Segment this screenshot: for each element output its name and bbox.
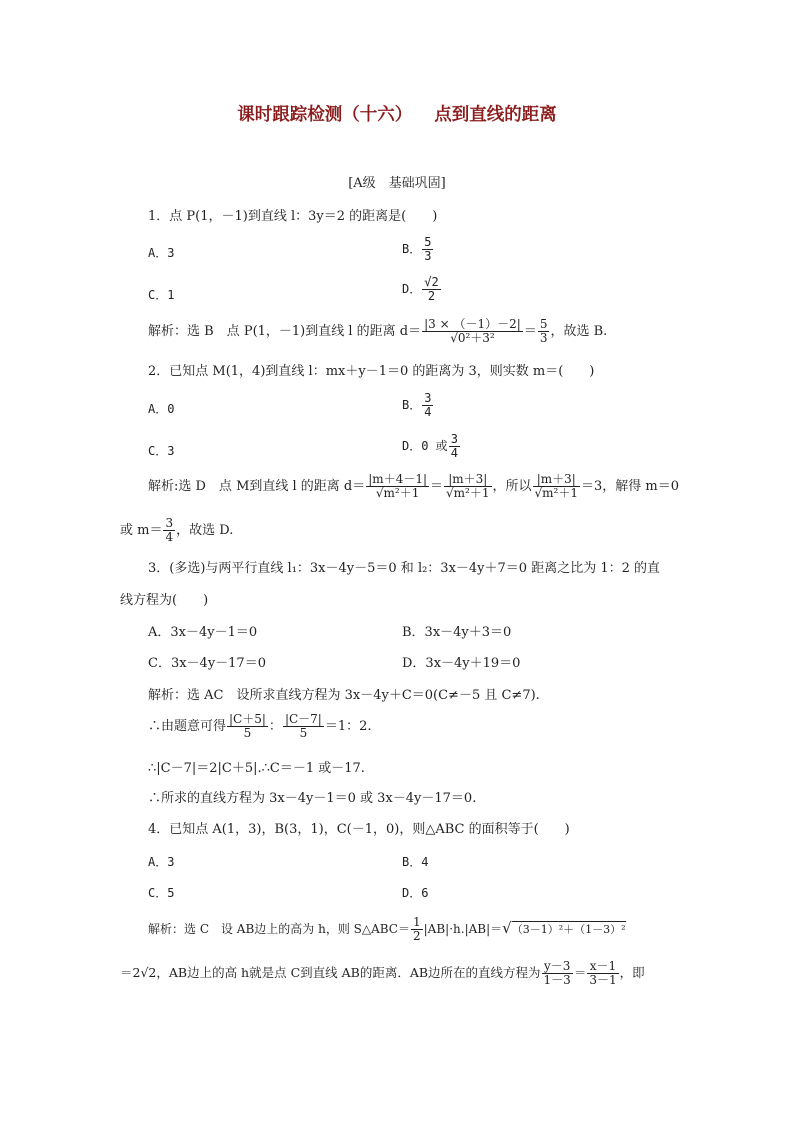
fraction-numerator: |C＋5| (229, 712, 266, 726)
q4-solution-mid: |AB|·h.|AB|＝ (423, 922, 503, 937)
q2-option-c: C．3 (148, 444, 175, 458)
q2-option-b (402, 392, 434, 419)
fraction-denominator: 4 (165, 530, 174, 545)
q3-option-b: B．3x－4y＋3＝0 (402, 625, 512, 640)
fraction-denominator: √m²＋1 (375, 486, 420, 501)
equals-sign: ＝ (523, 324, 537, 340)
q2-solution-mid: ，所以 (492, 479, 532, 495)
fraction-numerator: |m＋4－1| (368, 472, 428, 486)
q1-option-b (402, 236, 434, 263)
ratio-colon: ： (268, 719, 282, 735)
q4-solution-line2 (120, 960, 645, 987)
fraction-numerator: 5 (424, 235, 432, 249)
q3-solution-line4: ∴所求的直线方程为 3x－4y－1＝0 或 3x－4y－17＝0. (148, 791, 477, 806)
q3-solution-fraction-1 (227, 713, 268, 740)
q4-solution-sqrt: （3－1）²＋（1－3）² (511, 923, 626, 937)
fraction-numerator: 3 (450, 432, 458, 446)
q1-option-b-label: B． (402, 242, 422, 257)
q4-option-b: B．4 (402, 855, 429, 869)
fraction-numerator: 3 (165, 516, 174, 530)
fraction-denominator: √m²＋1 (446, 486, 490, 501)
q1-solution (148, 318, 607, 345)
q1-option-d-fraction (422, 276, 440, 303)
q3-option-a: A．3x－4y－1＝0 (148, 625, 258, 640)
q2-solution-fraction-1 (366, 473, 429, 500)
q2-option-d-fraction (449, 433, 460, 460)
q1-option-a: A．3 (148, 246, 175, 260)
q2-option-a: A．0 (148, 402, 175, 416)
q2-solution-fraction-2 (444, 473, 491, 500)
fraction-denominator: 3 (539, 331, 548, 346)
q1-option-c: C．1 (148, 288, 175, 302)
q2-solution-text: 解析:选 D 点 M到直线 l 的距离 d＝ (148, 479, 366, 495)
fraction-denominator: 5 (299, 726, 308, 741)
fraction-denominator: 2 (413, 929, 421, 944)
fraction-denominator: 2 (427, 289, 436, 304)
fraction-numerator: 1 (413, 915, 421, 929)
fraction-numerator: x－1 (587, 960, 618, 974)
q3-solution-line2-end: ＝1：2. (324, 719, 372, 735)
q1-option-b-fraction (422, 236, 433, 263)
fraction-numerator: √2 (424, 275, 439, 289)
q2-solution-line2-text: 或 m＝ (120, 523, 163, 539)
page-title (0, 105, 794, 125)
title-part1: 课时跟踪检测（十六） (237, 105, 413, 125)
q1-option-d-label: D． (402, 282, 422, 297)
fraction-denominator: 3－1 (589, 973, 617, 988)
fraction-denominator: 5 (243, 726, 252, 741)
fraction-denominator: 3 (424, 249, 432, 264)
q3-stem-line2: 线方程为( ) (120, 593, 209, 608)
q3-solution-fraction-2 (283, 713, 324, 740)
q4-solution-text: 解析：选 C 设 AB边上的高为 h，则 S△ABC＝ (148, 922, 410, 937)
q1-solution-fraction-2 (538, 318, 550, 345)
q4-option-a: A．3 (148, 855, 175, 869)
q2-option-b-fraction (422, 392, 433, 419)
fraction-numerator: |m＋3| (444, 473, 491, 487)
q4-solution-line2-text: ＝2√2，AB边上的高 h就是点 C到直线 AB的距离．AB边所在的直线方程为 (120, 965, 541, 981)
q1-stem: 1．点 P(1，－1)到直线 l：3y＝2 的距离是( ) (148, 209, 438, 224)
q2-stem: 2．已知点 M(1，4)到直线 l：mx＋y－1＝0 的距离为 3，则实数 m＝( ) (148, 364, 595, 379)
q2-option-b-label: B． (402, 398, 422, 413)
q1-solution-end: ，故选 B. (550, 324, 608, 340)
q1-option-d (402, 276, 442, 303)
q3-solution-line3: ∴|C－7|＝2|C＋5|.∴C＝－1 或－17. (148, 761, 365, 776)
fraction-denominator: 1－3 (543, 973, 571, 988)
q4-stem: 4．已知点 A(1，3)，B(3，1)，C(－1，0)，则△ABC 的面积等于( ) (148, 822, 570, 837)
q3-option-d: D．3x－4y＋19＝0 (402, 656, 521, 671)
q2-solution (148, 473, 679, 500)
fraction-denominator: √0²＋3² (450, 331, 495, 346)
q1-solution-fraction-1 (422, 318, 523, 345)
equals-sign: ＝ (430, 479, 444, 495)
fraction-numerator: 5 (539, 317, 548, 331)
q3-stem-line1: 3．(多选)与两平行直线 l₁：3x－4y－5＝0 和 l₂：3x－4y＋7＝0 距离之比为 1：2 的直 (148, 561, 661, 576)
q4-option-c: C．5 (148, 886, 175, 900)
q4-solution-line2-fraction-2 (587, 960, 618, 987)
q3-option-c: C．3x－4y－17＝0 (148, 656, 266, 671)
q4-solution-line2-fraction-1 (542, 960, 573, 987)
q4-solution-line1 (148, 916, 626, 943)
q4-solution-fraction (411, 916, 423, 943)
fraction-numerator: |3 × （－1）－2| (424, 317, 521, 331)
q2-solution-line2-fraction (163, 517, 175, 544)
title-part2: 点到直线的距离 (434, 105, 557, 125)
q2-option-d-label: D．0 或 (402, 439, 448, 454)
q3-solution-line1: 解析：选 AC 设所求直线方程为 3x－4y＋C＝0(C≠－5 且 C≠7). (148, 688, 540, 703)
q4-solution-line2-end: ，即 (619, 965, 645, 981)
section-level: [A级 基础巩固] (348, 176, 446, 191)
q1-solution-text: 解析：选 B 点 P(1，－1)到直线 l 的距离 d＝ (148, 324, 422, 340)
fraction-numerator: |C－7| (284, 712, 322, 726)
q3-solution-line2-text: ∴由题意可得 (148, 719, 227, 735)
equals-sign: ＝ (573, 965, 587, 981)
fraction-numerator: |m＋3| (533, 473, 580, 487)
q3-solution-line2 (148, 713, 372, 740)
q2-option-d (402, 433, 461, 460)
fraction-denominator: 4 (450, 446, 458, 461)
q2-solution-line2-end: ，故选 D. (176, 523, 234, 539)
fraction-denominator: 4 (424, 405, 432, 420)
q2-solution-tail: ＝3，解得 m＝0 (581, 479, 680, 495)
fraction-numerator: y－3 (542, 960, 573, 974)
fraction-numerator: 3 (424, 391, 432, 405)
fraction-denominator: √m²＋1 (534, 486, 579, 501)
q2-solution-line2 (120, 517, 233, 544)
q2-solution-fraction-3 (533, 473, 580, 500)
q4-option-d: D．6 (402, 886, 429, 900)
sqrt-sign: √ (502, 919, 512, 938)
